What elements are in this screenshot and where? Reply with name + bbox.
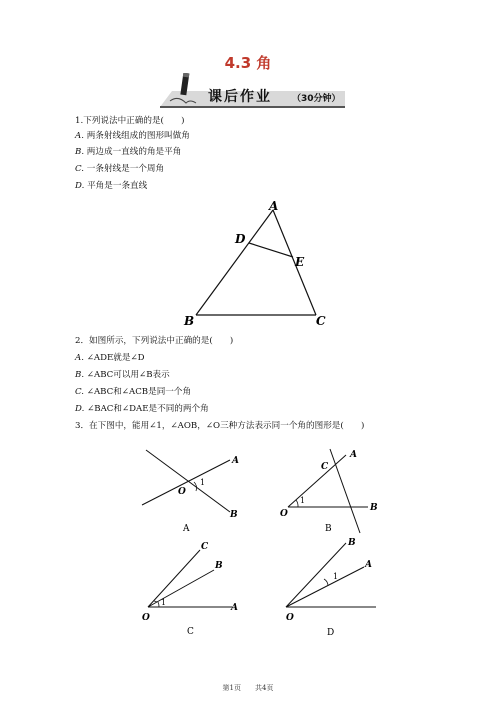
svg-text:B: B <box>230 510 238 520</box>
banner-main: 课后作业 <box>208 89 272 105</box>
svg-text:O: O <box>142 613 150 623</box>
svg-text:1: 1 <box>300 496 306 505</box>
svg-text:1: 1 <box>333 572 339 581</box>
banner-sub: （30分钟） <box>292 94 341 104</box>
q2-option-a: A. ∠ADE就是∠D <box>75 353 145 363</box>
panel-d-caption: D <box>327 628 335 638</box>
panel-b-figure <box>278 445 388 540</box>
question-3-stem: 3．在下图中，能用∠1，∠AOB，∠O三种方法表示同一个角的图形是( ) <box>75 421 365 431</box>
label-a: A <box>269 199 279 213</box>
q2-option-d: D. ∠BAC和∠DAE是不同的两个角 <box>75 404 209 414</box>
svg-text:1: 1 <box>200 478 206 487</box>
panel-a-caption: A <box>183 524 190 534</box>
svg-text:B: B <box>215 561 223 571</box>
panel-c-caption: C <box>187 627 194 637</box>
page-title: 4.3 角 <box>224 54 272 72</box>
panel-d-figure <box>282 535 392 640</box>
label-b: B <box>184 314 195 328</box>
svg-text:B: B <box>348 538 356 548</box>
svg-text:C: C <box>321 462 329 472</box>
svg-text:A: A <box>231 603 238 613</box>
q1-option-b: B. 两边成一直线的角是平角 <box>75 147 182 157</box>
triangle-figure <box>180 195 340 330</box>
label-d: D <box>235 232 246 246</box>
panel-b-caption: B <box>325 524 332 534</box>
svg-text:A: A <box>350 450 357 460</box>
svg-text:O: O <box>178 487 186 497</box>
svg-text:1: 1 <box>161 598 167 607</box>
svg-text:A: A <box>232 456 239 466</box>
label-e: E <box>295 255 305 269</box>
q2-option-b: B. ∠ABC可以用∠B表示 <box>75 370 170 380</box>
q1-option-d: D. 平角是一条直线 <box>75 181 148 191</box>
svg-text:O: O <box>280 509 288 519</box>
question-1-stem: 1.下列说法中正确的是( ) <box>75 116 185 126</box>
panel-c-figure <box>140 540 250 640</box>
svg-text:C: C <box>201 542 209 552</box>
page-footer: 第1页 共4页 <box>222 684 274 692</box>
q1-option-a: A. 两条射线组成的图形叫做角 <box>75 131 190 141</box>
q1-option-c: C. 一条射线是一个周角 <box>75 164 165 174</box>
q2-option-c: C. ∠ABC和∠ACB是同一个角 <box>75 387 192 397</box>
panel-a-figure <box>138 445 248 540</box>
label-c: C <box>316 314 326 328</box>
question-2-stem: 2．如图所示，下列说法中正确的是( ) <box>75 336 234 346</box>
svg-text:A: A <box>365 560 372 570</box>
svg-text:O: O <box>286 613 294 623</box>
svg-text:B: B <box>370 503 378 513</box>
